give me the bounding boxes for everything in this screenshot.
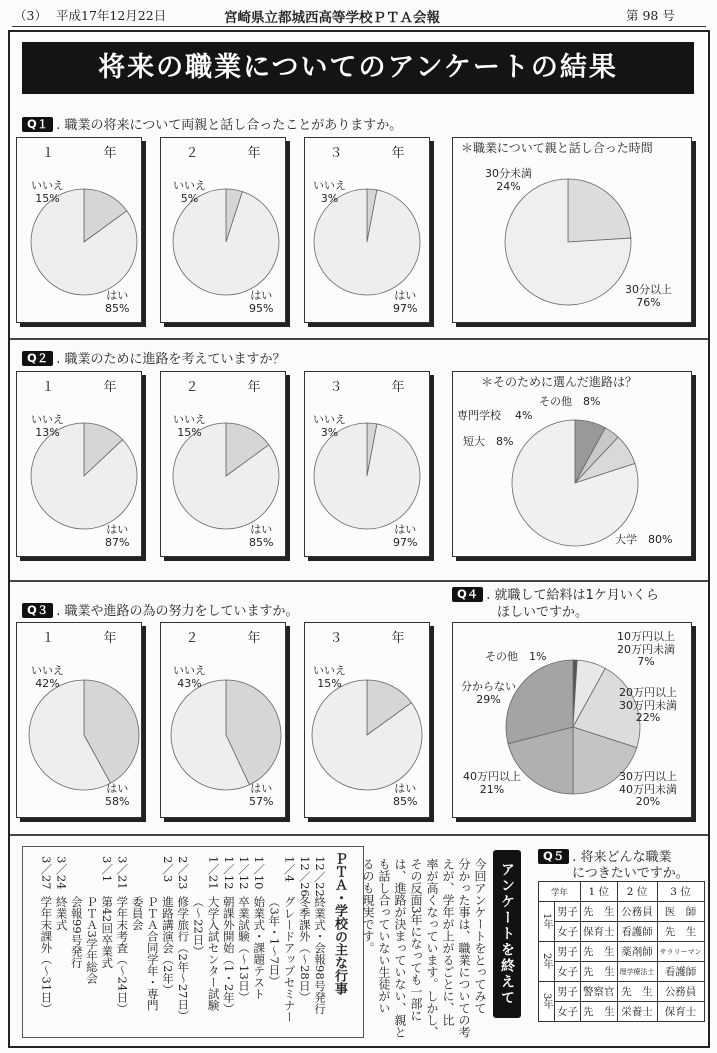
- jobs-job-cell: 薬剤師: [617, 942, 657, 962]
- event-text: 進路講演会（2年）: [161, 896, 175, 996]
- q2-year3-yes-label: はい 97%: [393, 523, 418, 549]
- event-text: ＰＴＡ合同学年・専門: [145, 896, 160, 1011]
- q1-time-under-label: 30分未満 24%: [485, 167, 532, 193]
- q3-year1-title: １ 年: [41, 631, 135, 646]
- event-date: 12／26: [297, 856, 312, 897]
- event-item: [312, 856, 327, 1014]
- q1-year3-title: ３ 年: [329, 146, 423, 161]
- event-item: [69, 856, 84, 968]
- q3-year1-card: [16, 622, 142, 818]
- afterword-heading: アンケートを終えて: [493, 850, 521, 1018]
- q4-over40-label: 40万円以上 21%: [463, 770, 521, 796]
- event-item: [38, 856, 53, 1014]
- q5-badge: Q５: [538, 849, 569, 864]
- jobs-table: [538, 881, 705, 1022]
- issue-date: 平成17年12月22日: [56, 8, 167, 23]
- event-text: グレードアップセミナー: [282, 896, 297, 1023]
- jobs-gender-cell: 男子: [555, 902, 581, 922]
- q2-path-vocational-pct: 4%: [515, 409, 533, 422]
- q2-year1-card: [16, 371, 142, 557]
- q2-year2-card: [160, 371, 286, 557]
- jobs-corner-header: 学年: [539, 882, 581, 902]
- q1-question: [22, 114, 402, 133]
- q3-year3-yes-label: はい 85%: [393, 782, 418, 808]
- jobs-job-cell: 看護師: [657, 962, 704, 982]
- q1-text: . 職業の将来について両親と話し合ったことがありますか。: [56, 118, 403, 133]
- jobs-gender-cell: 女子: [555, 922, 581, 942]
- jobs-job-cell: 医 師: [657, 902, 704, 922]
- event-item: [54, 856, 69, 931]
- jobs-row: [539, 1002, 705, 1022]
- q1-year1-no-label: いいえ 15%: [31, 179, 64, 205]
- jobs-job-cell: 先 生: [657, 922, 704, 942]
- event-text: 卒業試験（〜13日）: [237, 896, 251, 1003]
- jobs-job-cell: 先 生: [581, 942, 618, 962]
- page-number: （3）: [14, 8, 47, 23]
- event-item: [251, 856, 266, 1000]
- afterword-line: えが、学年が上がるごとに、比: [441, 858, 455, 1026]
- q3-text: . 職業や進路の為の努力をしていますか。: [56, 604, 299, 619]
- q1-year3-no-label: いいえ 3%: [313, 179, 346, 205]
- q2-year1-yes-label: はい 87%: [105, 523, 130, 549]
- q4-unknown-label: 分からない 29%: [461, 680, 516, 706]
- event-item: [282, 856, 297, 1023]
- event-item: [99, 856, 114, 968]
- afterword-line: 今回アンケートをとってみて: [473, 858, 487, 1014]
- event-text: 終業式: [54, 896, 69, 931]
- q2-path-card: [452, 371, 692, 557]
- jobs-job-cell: 公務員: [617, 902, 657, 922]
- event-text: （〜22日）: [191, 896, 206, 957]
- event-item: [190, 856, 205, 957]
- jobs-row: [539, 922, 705, 942]
- q1-year2-title: ２ 年: [185, 146, 279, 161]
- jobs-row: [539, 982, 705, 1002]
- jobs-job-cell: 保育士: [581, 922, 618, 942]
- jobs-year-cell: 3年: [539, 982, 555, 1022]
- afterword-line: 分かった事は、職業についての考: [457, 858, 471, 1038]
- jobs-gender-cell: 女子: [555, 1002, 581, 1022]
- event-date: 3／24: [54, 856, 69, 890]
- event-item: [160, 856, 175, 995]
- q2-year1-title: １ 年: [41, 380, 135, 395]
- events-title: ＰＴＡ・学校の主な行事: [332, 852, 347, 995]
- event-item: [130, 856, 145, 931]
- q4-badge: Q４: [452, 587, 483, 602]
- q2-question: [22, 348, 286, 367]
- q4-20to30-label: 20万円以上 30万円未満 22%: [619, 686, 677, 725]
- jobs-job-cell: 看護師: [617, 922, 657, 942]
- event-text: 終業式・会報98号発行: [313, 896, 327, 1015]
- q3-year1-yes-label: はい 58%: [105, 782, 130, 808]
- q1-year3-yes-label: はい 97%: [393, 289, 418, 315]
- afterword-line: は、進路が決まっていない、親と: [393, 858, 407, 1038]
- event-item: [297, 856, 312, 1003]
- q2-year2-title: ２ 年: [185, 380, 279, 395]
- event-text: 第42回卒業式: [100, 896, 115, 969]
- event-date: 12／22: [313, 856, 327, 897]
- issue-number: 第 98 号: [626, 8, 675, 23]
- newsletter-name: 宮崎県立都城西高等学校ＰＴＡ会報: [224, 10, 440, 26]
- event-item: [266, 856, 281, 987]
- jobs-row: [539, 942, 705, 962]
- jobs-job-cell: サラリーマン: [657, 942, 704, 962]
- event-date: 1／12: [221, 856, 236, 890]
- jobs-job-cell: 理学療法士: [617, 962, 657, 982]
- q2-year2-no-label: いいえ 15%: [173, 413, 206, 439]
- jobs-job-cell: 保育士: [657, 1002, 704, 1022]
- q3-year3-title: ３ 年: [329, 631, 423, 646]
- q2-year3-no-label: いいえ 3%: [313, 413, 346, 439]
- event-item: [236, 856, 251, 1003]
- afterword-line: るのも現実です。: [361, 858, 375, 954]
- event-item: [145, 856, 160, 1011]
- q4-30to40-label: 30万円以上 40万円未満 20%: [619, 770, 677, 809]
- jobs-row: [539, 902, 705, 922]
- event-date: 3／1: [100, 856, 115, 883]
- event-date: 3／27: [39, 856, 54, 890]
- jobs-gender-cell: 女子: [555, 962, 581, 982]
- event-text: （3年・1〜7日）: [267, 896, 282, 987]
- jobs-year-cell: 2年: [539, 942, 555, 982]
- q4-question-line2: ほしいですか。: [497, 605, 589, 620]
- event-date: 1／21: [206, 856, 221, 890]
- event-date: 2／3: [161, 856, 175, 883]
- event-text: 始業式・課題テスト: [252, 896, 267, 1000]
- q3-year3-card: [304, 622, 430, 818]
- jobs-rank2-header: 2 位: [617, 882, 657, 902]
- q1-year2-card: [160, 137, 286, 323]
- q4-10to20-label: 10万円以上 20万円未満 7%: [617, 630, 675, 669]
- q2-year3-card: [304, 371, 430, 557]
- q3-year2-card: [160, 622, 286, 818]
- event-item: [84, 856, 99, 984]
- jobs-job-cell: 先 生: [617, 982, 657, 1002]
- q1-time-card: [452, 137, 692, 323]
- event-text: 学年末課外（〜31日）: [39, 896, 54, 1015]
- q1-year3-card: [304, 137, 430, 323]
- jobs-job-cell: 先 生: [581, 1002, 618, 1022]
- jobs-rank1-header: 1 位: [581, 882, 618, 902]
- q2-path-other-label: その他 8%: [539, 395, 601, 408]
- q5-question-line2: につきたいですか。: [572, 866, 689, 881]
- jobs-rank3-header: 3 位: [657, 882, 704, 902]
- event-text: 朝課外開始（1・2年）: [221, 896, 236, 1015]
- q2-year1-no-label: いいえ 13%: [31, 413, 64, 439]
- q4-salary-card: [452, 622, 692, 818]
- event-date: 1／4: [282, 856, 297, 883]
- event-date: 3／21: [115, 856, 130, 890]
- page-title: 将来の職業についてのアンケートの結果: [22, 42, 694, 94]
- event-item: [114, 856, 129, 1014]
- jobs-job-cell: 先 生: [581, 962, 618, 982]
- q1-time-over-label: 30分以上 76%: [625, 283, 672, 309]
- afterword-line: も話し合っていない生徒がい: [377, 858, 391, 1014]
- event-item: [175, 856, 190, 1021]
- q1-year2-yes-label: はい 95%: [249, 289, 274, 315]
- q2-path-title: ＊そのために選んだ進路は？: [481, 375, 638, 389]
- q2-path-university-label: 大学 80%: [615, 533, 673, 546]
- event-date: 1／12: [237, 856, 251, 890]
- q2-path-vocational-label: 専門学校: [457, 409, 501, 422]
- event-text: 会報99号発行: [69, 896, 84, 969]
- jobs-job-cell: 公務員: [657, 982, 704, 1002]
- q2-year2-yes-label: はい 85%: [249, 523, 274, 549]
- event-text: 修学旅行（2年〜27日）: [176, 896, 191, 1022]
- event-date: 2／23: [176, 856, 191, 890]
- event-text: 委員会: [130, 896, 145, 931]
- jobs-job-cell: 栄養士: [617, 1002, 657, 1022]
- event-text: 大学入試センター試験: [206, 896, 221, 1011]
- q1-year1-yes-label: はい 85%: [105, 289, 130, 315]
- q5-text: . 将来どんな職業: [572, 850, 672, 865]
- section-divider: [10, 338, 708, 340]
- afterword-line: その反面3年になっても一部に: [409, 858, 423, 1022]
- q4-other-label: その他 1%: [485, 650, 547, 663]
- event-text: 冬季課外（〜28日）: [297, 896, 312, 1003]
- q1-time-title: ＊職業について親と話し合った時間: [461, 141, 653, 155]
- event-text: 学年末考査（〜24日）: [115, 896, 130, 1015]
- event-item: [221, 856, 236, 1014]
- q3-year2-title: ２ 年: [185, 631, 279, 646]
- q3-year1-no-label: いいえ 42%: [31, 664, 64, 690]
- q4-text: . 就職して給料は1ケ月いくら: [486, 588, 659, 603]
- q2-path-junior-label: 短大 8%: [463, 435, 514, 448]
- afterword-line: 率が高くなっています。しかし、: [425, 858, 439, 1038]
- section-divider: [10, 580, 708, 582]
- q3-badge: Q３: [22, 603, 53, 618]
- jobs-gender-cell: 男子: [555, 942, 581, 962]
- event-text: ＰＴＡ3学年総会: [85, 896, 99, 984]
- jobs-year-cell: 1年: [539, 902, 555, 942]
- page-header: [14, 6, 704, 24]
- jobs-row: [539, 962, 705, 982]
- q2-year3-title: ３ 年: [329, 380, 423, 395]
- header-rule: [12, 26, 706, 27]
- q2-text: . 職業のために進路を考えていますか？: [56, 352, 286, 367]
- q3-question: [22, 600, 299, 619]
- q3-year2-no-label: いいえ 43%: [173, 664, 206, 690]
- jobs-job-cell: 警察官: [581, 982, 618, 1002]
- event-item: [206, 856, 221, 1011]
- jobs-job-cell: 先 生: [581, 902, 618, 922]
- q1-year2-no-label: いいえ 5%: [173, 179, 206, 205]
- event-date: 1／10: [252, 856, 267, 890]
- q3-year2-yes-label: はい 57%: [249, 782, 274, 808]
- pie-slice-q1-0: [568, 179, 631, 242]
- q1-badge: Q１: [22, 117, 53, 132]
- q3-year3-no-label: いいえ 15%: [313, 664, 346, 690]
- q1-year1-title: １ 年: [41, 146, 135, 161]
- q1-year1-card: [16, 137, 142, 323]
- jobs-gender-cell: 男子: [555, 982, 581, 1002]
- q2-badge: Q２: [22, 351, 53, 366]
